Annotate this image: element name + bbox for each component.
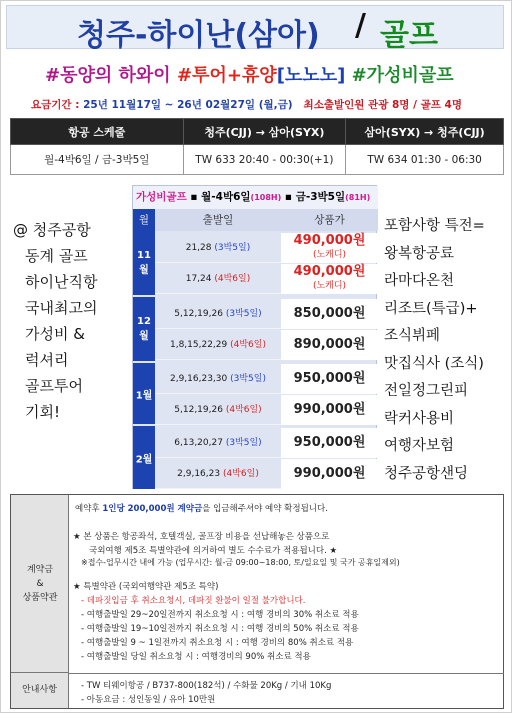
terms-label-cell	[11, 495, 69, 673]
duration-text: (4박6일)	[230, 340, 266, 350]
note-line: ※접수-업무시간 내에 가능 (업무시간: 월-금 09:00~18:00, 토/일요일 및 국가 공휴일제외)	[81, 558, 400, 567]
minimum-departure: 최소출발인원 관광 8명 / 골프 4명	[303, 99, 462, 111]
flight-header-schedule: 항공 스케줄	[11, 119, 184, 145]
dates-text: 5,12,19,26	[174, 405, 223, 415]
departure-dates	[155, 395, 281, 425]
price-row	[155, 299, 378, 329]
included-line: 락커사용비	[384, 410, 455, 427]
departure-dates	[155, 364, 281, 394]
month-january	[133, 363, 155, 424]
included-line: 청주공항샌딩	[384, 465, 469, 482]
price-table-header	[133, 186, 378, 209]
duration-text: (3박5일)	[225, 438, 262, 448]
notice-line: - TW 티웨이항공 / B737-800(182석) / 수화물 20Kg / 기내 10Kg	[81, 681, 332, 691]
month-label: 11월	[137, 250, 151, 276]
departure-dates	[155, 264, 281, 294]
promo-line: @ 청주공항	[13, 221, 91, 239]
departure-dates	[155, 330, 281, 360]
deposit-text	[75, 502, 328, 514]
col-price: 상품가	[281, 209, 378, 231]
price-note: (노캐디)	[312, 250, 347, 260]
terms-label-line: 계약금	[26, 565, 54, 575]
flight-outbound-time: TW 633 20:40 - 00:30(+1)	[183, 145, 346, 175]
included-line: 라마다온천	[384, 273, 455, 289]
term-bullet: - 여행출발일 당일 취소요청 시 : 여행경비의 90% 취소료 적용	[81, 652, 311, 662]
fare-period	[31, 97, 462, 112]
dates-text: 2,9,16,23,30	[169, 374, 228, 384]
dates-text: 1,8,15,22,29	[169, 340, 228, 350]
price-row	[155, 428, 378, 458]
month-label: 12월	[137, 316, 151, 342]
note-line: ★ 본 상품은 항공좌석, 호텔객실, 골프장 비용을 선납해놓은 상품으로	[73, 532, 330, 542]
left-promo	[13, 217, 125, 425]
month-december	[133, 297, 155, 361]
terms-label	[11, 563, 69, 605]
month-november	[133, 231, 155, 295]
tag-tour: #투어+휴양	[176, 65, 277, 86]
promo-line: 동계 골프	[25, 247, 88, 265]
departure-dates	[155, 233, 281, 263]
option-friday-holes: (81H)	[345, 193, 371, 202]
deposit-pre: 예약후	[75, 504, 103, 514]
price-value: 990,000원	[281, 395, 378, 425]
note-line: 국외여행 제5조 특별약관에 의거하여 별도 수수료가 적용됩니다. ★	[89, 546, 338, 556]
duration-text: (4박6일)	[225, 405, 262, 415]
price-value: 890,000원	[281, 330, 378, 360]
flight-inbound-time: TW 634 01:30 - 06:30	[346, 145, 504, 175]
deposit-amount: 1인당 200,000원 계약금	[102, 504, 203, 514]
price-row	[155, 459, 378, 489]
special-terms-heading: ★ 특별약관 (국외여행약관 제5조 특약)	[73, 582, 219, 592]
deposit-post: 을 입금해주셔야 예약 확정됩니다.	[202, 504, 328, 514]
included-line: 조식뷔페	[384, 328, 441, 344]
term-bullet: - 여행출발일 19~10일전까지 취소요청 시 : 여행 경비의 50% 취소료 적용	[81, 624, 359, 634]
price-note: (노캐디)	[312, 281, 347, 291]
period-value: 25년 11월17일 ~ 26년 02월27일 (월,금)	[83, 99, 293, 111]
promo-line: 하이난직항	[25, 273, 98, 291]
notice-line: - 아동요금 : 성인동일 / 유아 10만원	[81, 695, 216, 705]
promo-line: 국내최고의	[25, 299, 98, 317]
included-line: 왕복항공료	[384, 245, 455, 262]
option-monday-holes: (108H)	[250, 193, 282, 202]
flight-duration: 월-4박6일 / 금-3박5일	[11, 145, 184, 175]
option-monday: ▪ 월-4박6일	[190, 191, 251, 203]
terms-label-line: 상품약관	[22, 593, 58, 603]
duration-text: (4박6일)	[222, 469, 259, 479]
flight-header-inbound: 삼아(SYX) → 청주(CJJ)	[346, 119, 504, 145]
tag-nonono: [노노노]	[276, 65, 346, 86]
duration-text: (4박6일)	[214, 274, 251, 284]
col-dates: 출발일	[155, 209, 281, 231]
promo-line: 가성비 &	[25, 325, 85, 343]
dates-text: 5,12,19,26	[174, 309, 223, 319]
price-row	[155, 264, 378, 294]
price-table	[132, 185, 377, 489]
month-february	[133, 426, 155, 489]
promo-line: 럭셔리	[25, 351, 69, 369]
included-line: 여행자보험	[384, 438, 455, 454]
price-text: 490,000원	[293, 264, 366, 279]
departure-dates	[155, 299, 281, 329]
product-name: 가성비골프	[136, 191, 187, 203]
included-items	[384, 213, 512, 488]
price-row	[155, 233, 378, 263]
term-bullet: - 여행출발일 9 ~ 1일전까지 취소요청 시 : 여행 경비의 80% 취소료 적용	[81, 638, 354, 648]
col-month: 월	[133, 209, 155, 231]
destination-title: 청주-하이난(삼아)	[77, 18, 320, 53]
included-line: 포함사항 특전=	[384, 218, 485, 234]
price-value: 950,000원	[281, 364, 378, 394]
included-line: 전일정그린피	[384, 383, 469, 399]
included-line: 리조트(특급)+	[384, 300, 478, 317]
departure-dates	[155, 428, 281, 458]
terms-label-line: &	[36, 579, 44, 589]
duration-text: (3박5일)	[230, 374, 266, 384]
title-banner	[6, 5, 504, 53]
price-value: 950,000원	[281, 428, 378, 458]
tag-value-golf: #가성비골프	[351, 65, 454, 86]
period-label: 요금기간 :	[31, 99, 84, 111]
dates-text: 21,28	[185, 243, 212, 253]
price-text: 490,000원	[293, 233, 366, 248]
price-value: 850,000원	[281, 299, 378, 329]
title-separator: /	[355, 8, 366, 43]
option-friday: ▪ 금-3박5일	[284, 191, 346, 203]
included-line: 맛집식사 (조식)	[384, 355, 484, 372]
flight-schedule-table	[10, 118, 504, 175]
dates-text: 6,13,20,27	[174, 438, 223, 448]
golf-title: 골프	[380, 18, 438, 53]
duration-text: (3박5일)	[225, 309, 262, 319]
month-label: 1월	[135, 390, 153, 401]
tag-hawaii: #동양의 하와이	[45, 65, 171, 86]
flight-header-outbound: 청주(CJJ) → 삼아(SYX)	[183, 119, 346, 145]
price-row	[155, 395, 378, 425]
dates-text: 17,24	[185, 274, 212, 284]
term-bullet: - 데파짓입금 후 취소요청시, 데파짓 환불이 일절 불가합니다.	[81, 596, 306, 606]
notice-label: 안내사항	[11, 673, 69, 708]
price-value: 990,000원	[281, 459, 378, 489]
price-value	[281, 233, 378, 263]
price-value	[281, 264, 378, 294]
dates-text: 2,9,16,23	[177, 469, 221, 479]
month-label: 2월	[135, 454, 153, 465]
hashtag-line	[45, 61, 454, 87]
price-row	[155, 330, 378, 360]
price-row	[155, 364, 378, 394]
promo-line: 골프투어	[25, 377, 83, 395]
duration-text: (3박5일)	[214, 243, 251, 253]
divider	[69, 673, 504, 674]
departure-dates	[155, 459, 281, 489]
terms-table	[10, 494, 504, 709]
term-bullet: - 여행출발일 29~20일전까지 취소요청 시 : 여행 경비의 30% 취소료 적용	[81, 610, 359, 620]
promo-line: 기회!	[25, 403, 60, 421]
